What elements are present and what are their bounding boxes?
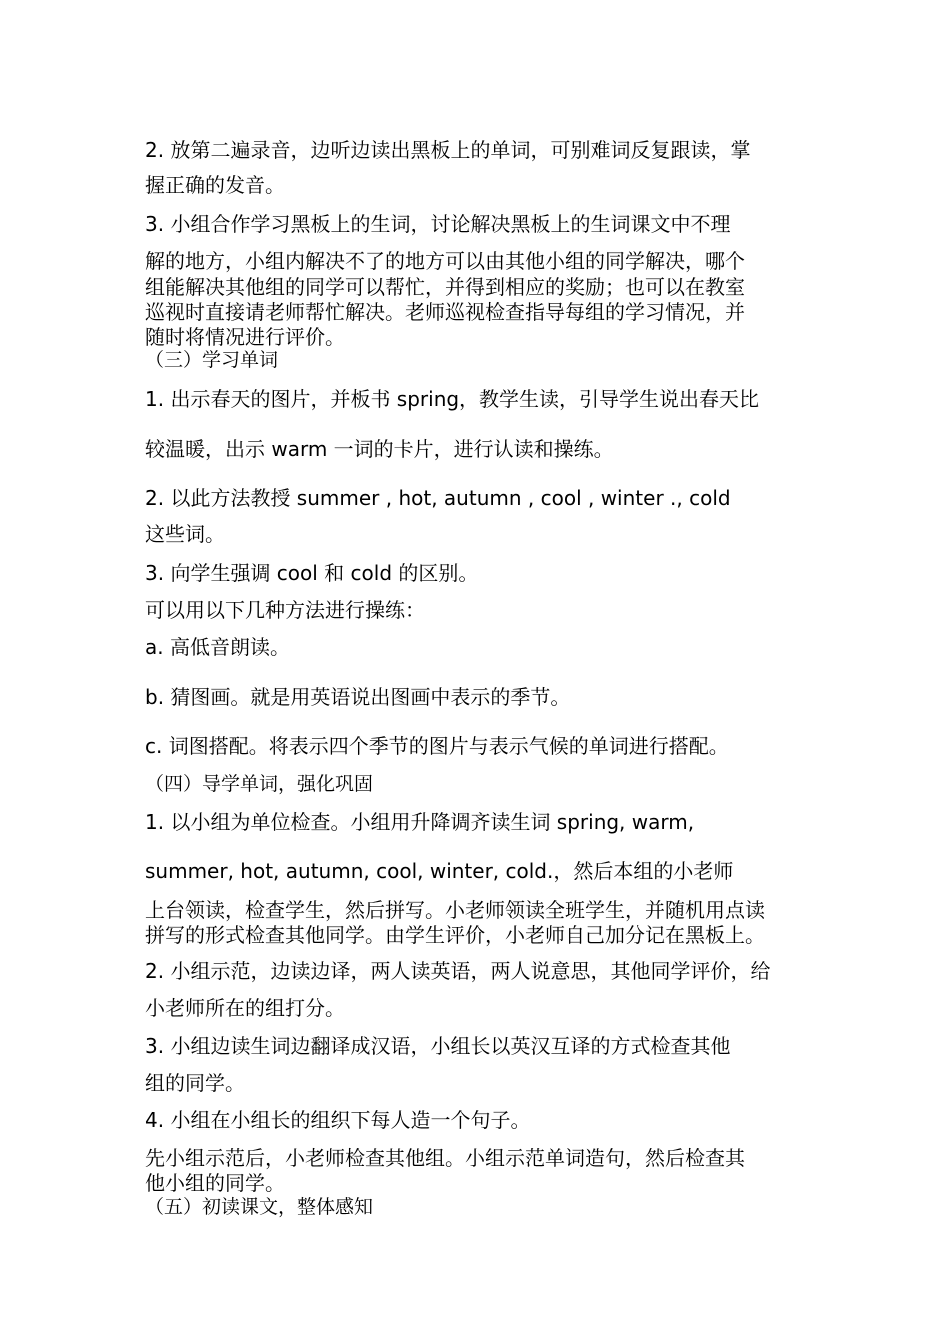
text-line: 随时将情况进行评价。 bbox=[145, 325, 345, 349]
text-line: 拼写的形式检查其他同学。由学生评价，小老师自己加分记在黑板上。 bbox=[145, 923, 765, 947]
text-line: summer, hot, autumn, cool, winter, cold.，然后本组的小老师 bbox=[145, 859, 734, 883]
text-line: 握正确的发音。 bbox=[145, 173, 285, 197]
text-line: 这些词。 bbox=[145, 522, 225, 546]
text-line: 2. 放第二遍录音，边听边读出黑板上的单词，可别难词反复跟读，掌 bbox=[145, 138, 751, 162]
text-line: 2. 小组示范，边读边译，两人读英语，两人说意思，其他同学评价，给 bbox=[145, 959, 771, 983]
text-line: 3. 小组边读生词边翻译成汉语，小组长以英汉互译的方式检查其他 bbox=[145, 1034, 731, 1058]
section-heading: （三）学习单词 bbox=[145, 349, 279, 371]
text-line: 1. 出示春天的图片，并板书 spring，教学生读，引导学生说出春天比 bbox=[145, 387, 760, 411]
text-line: 小老师所在的组打分。 bbox=[145, 996, 345, 1020]
text-line: 上台领读，检查学生，然后拼写。小老师领读全班学生，并随机用点读 bbox=[145, 898, 765, 922]
text-line: 2. 以此方法教授 summer , hot, autumn , cool , winter ., cold bbox=[145, 486, 731, 510]
text-line: 1. 以小组为单位检查。小组用升降调齐读生词 spring, warm, bbox=[145, 810, 695, 834]
text-line: 他小组的同学。 bbox=[145, 1171, 285, 1195]
section-heading: （五）初读课文，整体感知 bbox=[145, 1196, 374, 1218]
text-line: 组能解决其他组的同学可以帮忙，并得到相应的奖励；也可以在教室 bbox=[145, 275, 745, 299]
text-line: a. 高低音朗读。 bbox=[145, 635, 290, 659]
text-line: 组的同学。 bbox=[145, 1071, 245, 1095]
text-line: c. 词图搭配。将表示四个季节的图片与表示气候的单词进行搭配。 bbox=[145, 734, 729, 758]
text-line: 4. 小组在小组长的组织下每人造一个句子。 bbox=[145, 1108, 531, 1132]
text-line: 3. 小组合作学习黑板上的生词，讨论解决黑板上的生词课文中不理 bbox=[145, 212, 731, 236]
section-heading: （四）导学单词，强化巩固 bbox=[145, 773, 374, 795]
text-line: 解的地方，小组内解决不了的地方可以由其他小组的同学解决，哪个 bbox=[145, 249, 745, 273]
text-line: b. 猜图画。就是用英语说出图画中表示的季节。 bbox=[145, 685, 571, 709]
text-line: 可以用以下几种方法进行操练： bbox=[145, 598, 425, 622]
text-line: 先小组示范后，小老师检查其他组。小组示范单词造句，然后检查其 bbox=[145, 1146, 745, 1170]
text-line: 巡视时直接请老师帮忙解决。老师巡视检查指导每组的学习情况，并 bbox=[145, 300, 745, 324]
text-line: 较温暖，出示 warm 一词的卡片，进行认读和操练。 bbox=[145, 437, 614, 461]
text-line: 3. 向学生强调 cool 和 cold 的区别。 bbox=[145, 561, 479, 585]
